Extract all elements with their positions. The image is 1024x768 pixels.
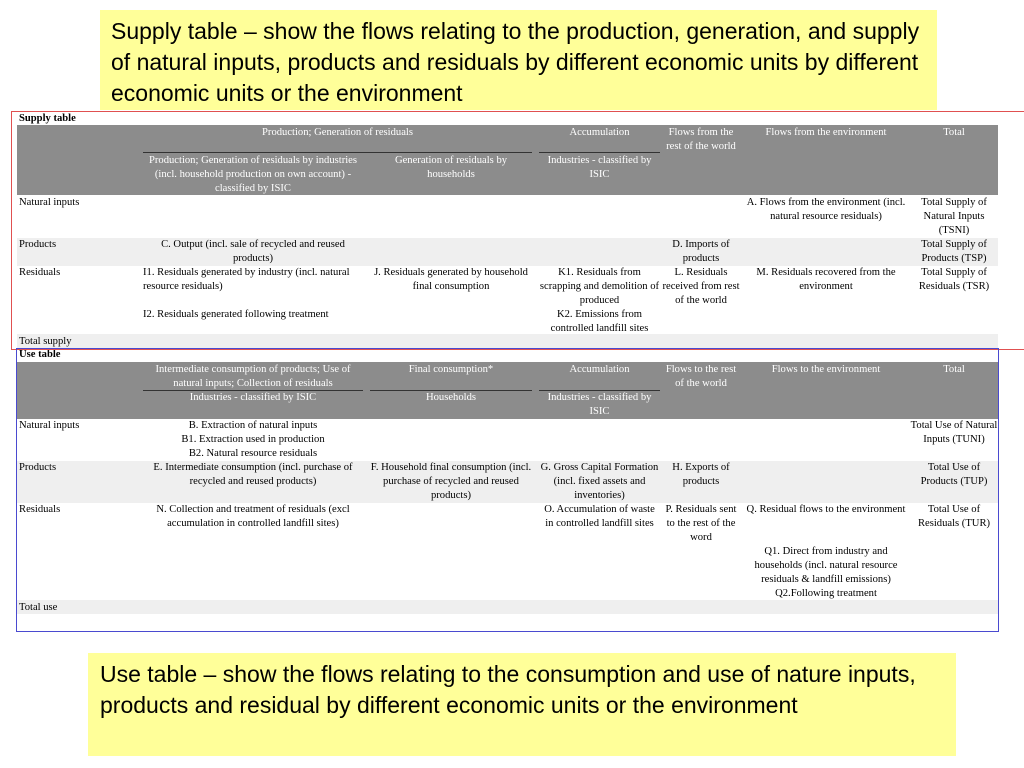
supply-cell-residuals-k1: K1. Residuals from scrapping and demolition of produced <box>539 267 660 306</box>
supply-header-rule-accumulation <box>539 152 660 153</box>
use-cell-natural-inputs-b: B. Extraction of natural inputs <box>188 420 318 431</box>
supply-table-description: Supply table – show the flows relating to the production, generation, and supply of natural inputs, products and residuals by different economic units by different economic units or the environment <box>100 10 937 110</box>
supply-cell-residuals-i2: I2. Residuals generated following treatment <box>143 309 329 320</box>
supply-header-accumulation: Accumulation <box>569 127 630 138</box>
use-cell-natural-inputs-total: Total Use of Natural Inputs (TUNI) <box>910 420 998 445</box>
use-header-accumulation: Accumulation <box>569 364 630 375</box>
use-header-total: Total <box>943 364 965 375</box>
supply-cell-residuals-m: M. Residuals recovered from the environment <box>756 267 896 292</box>
use-header-final-consumption: Final consumption* <box>408 364 494 375</box>
use-cell-residuals-p: P. Residuals sent to the rest of the word <box>665 504 737 543</box>
supply-subheader-households: Generation of residuals by households <box>394 155 508 180</box>
use-cell-residuals-total: Total Use of Residuals (TUR) <box>917 504 991 529</box>
supply-cell-residuals-k2: K2. Emissions from controlled landfill sites <box>550 309 649 334</box>
supply-cell-residuals-j: J. Residuals generated by household final consumption <box>374 267 528 292</box>
use-cell-products-e: E. Intermediate consumption (incl. purchase of recycled and reused products) <box>153 462 353 487</box>
use-table-description: Use table – show the flows relating to the consumption and use of nature inputs, products and residual by different economic units or the environment <box>88 653 956 756</box>
use-cell-natural-inputs-b2: B2. Natural resource residuals <box>188 448 318 459</box>
use-row-total: Total use <box>19 602 58 613</box>
use-header-intermediate: Intermediate consumption of products; Use of natural inputs; Collection of residuals <box>155 364 351 389</box>
use-cell-residuals-q2: Q2.Following treatment <box>775 588 877 599</box>
supply-row-total: Total supply <box>19 336 72 347</box>
supply-subheader-accumulation-industries: Industries - classified by ISIC <box>547 155 652 180</box>
use-row-residuals: Residuals <box>19 504 61 515</box>
use-subheader-households: Households <box>425 392 477 403</box>
use-cell-residuals-q1: Q1. Direct from industry and households (incl. natural resource residuals & landfill emissions) <box>754 546 898 585</box>
use-cell-products-f: F. Household final consumption (incl. purchase of recycled and reused products) <box>370 462 532 501</box>
use-table-title: Use table <box>19 349 61 360</box>
supply-cell-natural-inputs-total: Total Supply of Natural Inputs (TSNI) <box>921 197 987 236</box>
supply-cell-residuals-l: L. Residuals received from rest of the world <box>662 267 740 306</box>
supply-row-products: Products <box>19 239 57 250</box>
supply-total-row-band <box>17 334 998 348</box>
supply-cell-residuals-i1: I1. Residuals generated by industry (incl. natural resource residuals) <box>143 267 350 292</box>
supply-row-natural-inputs: Natural inputs <box>19 197 80 208</box>
use-header-environment: Flows to the environment <box>771 364 881 375</box>
supply-cell-products-total: Total Supply of Products (TSP) <box>921 239 987 264</box>
use-header-rest-of-world: Flows to the rest of the world <box>665 364 737 389</box>
use-subheader-industries: Industries - classified by ISIC <box>189 392 317 403</box>
use-row-natural-inputs: Natural inputs <box>19 420 80 431</box>
use-cell-residuals-o: O. Accumulation of waste in controlled landfill sites <box>544 504 655 529</box>
supply-header-rule-production <box>143 152 532 153</box>
use-total-row-band <box>17 600 998 614</box>
use-cell-residuals-q: Q. Residual flows to the environment <box>746 504 906 515</box>
supply-header-rest-of-world: Flows from the rest of the world <box>666 127 736 152</box>
supply-row-residuals: Residuals <box>19 267 61 278</box>
use-subheader-accumulation-industries: Industries - classified by ISIC <box>547 392 652 417</box>
use-cell-products-h: H. Exports of products <box>672 462 730 487</box>
supply-cell-natural-inputs-environment: A. Flows from the environment (incl. natural resource residuals) <box>746 197 906 222</box>
supply-table-title: Supply table <box>19 113 76 124</box>
use-cell-products-g: G. Gross Capital Formation (incl. fixed assets and inventories) <box>540 462 659 501</box>
supply-header-environment: Flows from the environment <box>765 127 887 138</box>
supply-cell-products-imports: D. Imports of products <box>672 239 730 264</box>
use-cell-residuals-n: N. Collection and treatment of residuals (excl accumulation in controlled landfill sites) <box>156 504 350 529</box>
supply-cell-products-output: C. Output (incl. sale of recycled and reused products) <box>161 239 345 264</box>
supply-subheader-industries: Production; Generation of residuals by industries (incl. household production on own account) - classified by ISIC <box>148 155 357 194</box>
use-row-products: Products <box>19 462 57 473</box>
supply-header-production: Production; Generation of residuals <box>262 127 413 138</box>
supply-cell-residuals-total: Total Supply of Residuals (TSR) <box>918 267 990 292</box>
supply-header-total: Total <box>943 127 965 138</box>
use-cell-natural-inputs-b1: B1. Extraction used in production <box>181 434 325 445</box>
use-cell-products-total: Total Use of Products (TUP) <box>920 462 988 487</box>
